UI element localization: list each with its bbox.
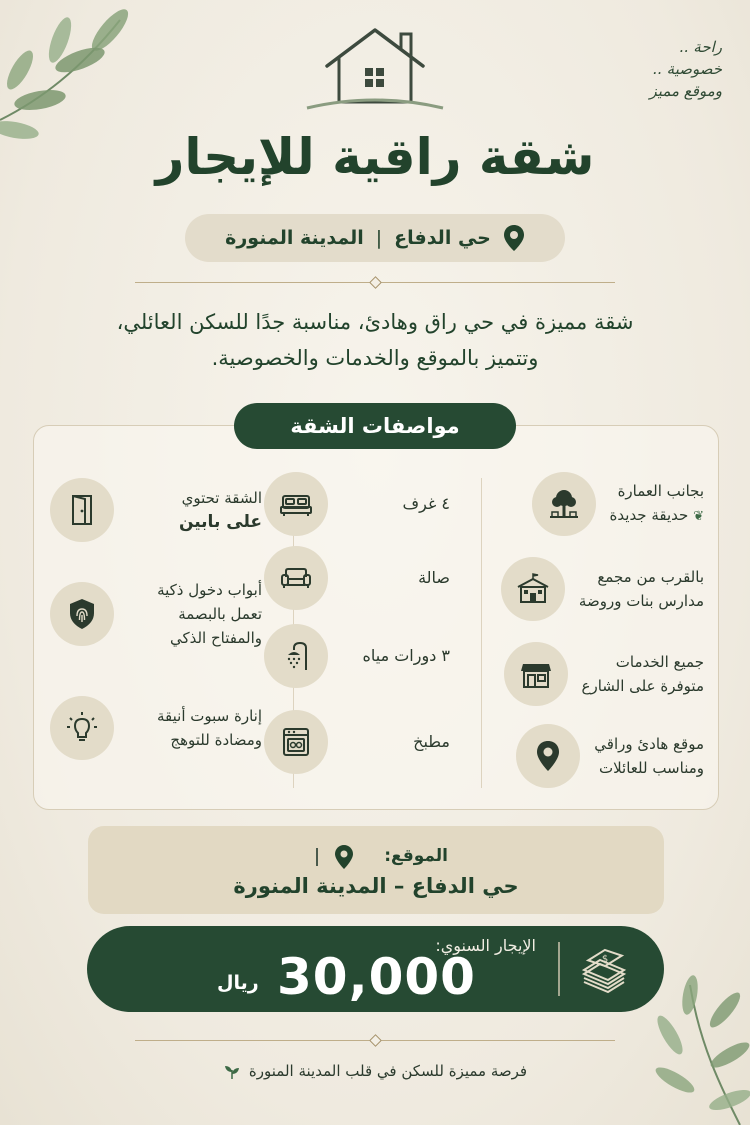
feature-hall <box>264 546 450 610</box>
feature-text: الشقة تحتوي <box>181 489 262 507</box>
rent-currency: ريال <box>217 972 259 994</box>
feature-text: ومناسب للعائلات <box>598 759 704 777</box>
footer-text: فرصة مميزة للسكن في قلب المدينة المنورة <box>248 1062 528 1080</box>
feature-two-doors <box>50 478 262 542</box>
feature-spot-lighting <box>50 696 262 760</box>
sprout-icon: ❦ <box>693 509 704 524</box>
svg-text:$: $ <box>601 954 609 965</box>
feature-schools <box>501 557 704 621</box>
intro-line: شقة مميزة في حي راق وهادئ، مناسبة جدًا للسكن العائلي، <box>116 310 634 334</box>
tagline-line: وموقع مميز <box>649 82 722 100</box>
school-icon <box>501 557 565 621</box>
rent-label: الإيجار السنوي: <box>435 936 536 955</box>
feature-text: تعمل بالبصمة <box>178 605 262 623</box>
feature-text: على بابين <box>178 512 262 532</box>
door-icon <box>50 478 114 542</box>
oven-icon <box>264 710 328 774</box>
intro-line: وتتميز بالموقع والخدمات والخصوصية. <box>211 346 539 370</box>
feature-smart-doors <box>50 578 262 650</box>
feature-text: موقع هادئ وراقي <box>594 735 704 753</box>
feature-garden <box>532 472 704 536</box>
divider <box>135 278 615 288</box>
divider <box>135 1036 615 1046</box>
feature-text: أبواب دخول ذكية <box>157 581 262 599</box>
tagline <box>582 36 722 102</box>
feature-text: متوفرة على الشارع <box>581 677 704 695</box>
location-card <box>88 826 664 914</box>
location-label: الموقع: <box>384 846 448 866</box>
city-label: المدينة المنورة <box>225 227 364 249</box>
feature-text: مدارس بنات وروضة <box>578 592 704 610</box>
sprout-icon <box>223 1062 241 1080</box>
bed-icon <box>264 472 328 536</box>
feature-text: ومضادة للتوهج <box>170 731 262 749</box>
rent-amount: 30,000 <box>277 948 476 1006</box>
map-pin-icon <box>503 224 525 252</box>
tree-icon <box>532 472 596 536</box>
intro-text <box>40 304 710 376</box>
feature-text: بجانب العمارة <box>617 482 704 500</box>
map-pin-icon <box>516 724 580 788</box>
feature-text: حديقة جديدة <box>609 506 689 524</box>
separator <box>558 942 560 996</box>
specs-heading: مواصفات الشقة <box>234 403 516 449</box>
sofa-icon <box>264 546 328 610</box>
tagline-line: راحة .. <box>678 38 722 56</box>
separator <box>316 848 318 866</box>
feature-kitchen <box>264 710 450 774</box>
money-stack-icon <box>578 944 630 996</box>
feature-text: والمفتاح الذكي <box>169 629 262 647</box>
feature-text: ٣ دورات مياه <box>362 646 450 665</box>
column-divider <box>481 478 482 788</box>
feature-quiet-location <box>516 724 704 788</box>
page-title: شقة راقية للإيجار <box>155 128 595 186</box>
feature-text: إنارة سبوت أنيقة <box>156 707 262 725</box>
tagline-line: خصوصية .. <box>652 60 722 78</box>
rent-banner <box>87 926 664 1012</box>
lightbulb-icon <box>50 696 114 760</box>
fingerprint-shield-icon <box>50 582 114 646</box>
feature-text: بالقرب من مجمع <box>597 568 704 586</box>
feature-text: مطبخ <box>413 732 450 751</box>
feature-text: صالة <box>418 568 450 587</box>
house-icon <box>305 22 445 114</box>
district-label: حي الدفاع <box>394 227 491 249</box>
footer <box>0 1062 750 1080</box>
map-pin-icon <box>334 844 354 870</box>
feature-services <box>504 642 704 706</box>
location-pill <box>185 214 565 262</box>
feature-text: جميع الخدمات <box>615 653 704 671</box>
feature-text: ٤ غرف <box>402 494 450 513</box>
feature-bathrooms <box>264 624 450 688</box>
separator: | <box>375 227 383 249</box>
shower-icon <box>264 624 328 688</box>
shop-icon <box>504 642 568 706</box>
location-value: حي الدفاع – المدينة المنورة <box>233 874 519 898</box>
feature-rooms <box>264 472 450 536</box>
